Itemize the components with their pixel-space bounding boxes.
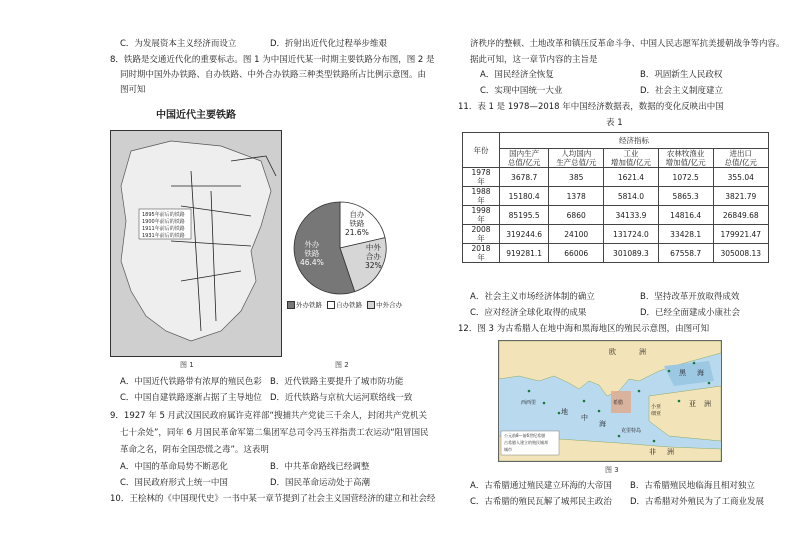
table-row [463, 206, 769, 225]
pie-label-domestic: 自办 铁路 21.6% [345, 210, 369, 237]
label-asia-2: 洲 [704, 400, 711, 408]
table-cell: 179921.47 [713, 225, 768, 244]
q9-option-c: C．国民政府形式上统一中国 [120, 478, 228, 488]
sea-legend-3: 城市 [504, 447, 512, 452]
legend-swatch-domestic [327, 301, 335, 309]
table-cell-year: 1978 年 [463, 168, 500, 187]
table-cell: 385 [549, 168, 604, 187]
q10-option-b: B．巩固新生人民政权 [640, 70, 723, 80]
table-cell: 34133.9 [604, 206, 659, 225]
pie-label-joint: 中外 合办 32% [365, 243, 382, 270]
table-caption: 表 1 [606, 118, 623, 128]
legend-swatch-joint [367, 301, 375, 309]
table-cell: 131724.0 [604, 225, 659, 244]
legend-joint: 中外合办 [376, 301, 403, 309]
sea-legend-1: 公元前8—前6世纪希腊 [504, 433, 546, 438]
table-cell: 5814.0 [604, 187, 659, 206]
label-asia-minor-1: 小亚 [651, 404, 662, 410]
table-row [463, 225, 769, 244]
table-cell: 3678.7 [500, 168, 549, 187]
table-cell: 66006 [549, 244, 604, 263]
pie-label-foreign: 外办 铁路 46.4% [300, 240, 324, 267]
table-cell-year: 2018 年 [463, 244, 500, 263]
table-row [463, 244, 769, 263]
pie-legend [284, 300, 402, 309]
table-cell: 5865.3 [658, 187, 713, 206]
q8-stem-line1: 8．铁路是交通近代化的重要标志。图 1 为中国近代某一时期主要铁路分布图，图 2 是 [110, 55, 435, 65]
q8-option-a: A．中国近代铁路带有浓厚的殖民色彩 [120, 377, 262, 387]
label-europe-1: 欧 [609, 348, 616, 356]
q11-option-c: C．应对经济全球化取得的成果 [470, 308, 587, 318]
q9-option-d: D．国民革命运动处于高潮 [270, 478, 371, 488]
q12-stem: 12．图 3 为古希腊人在地中海和黑海地区的殖民示意图，由图可知 [458, 324, 710, 334]
table-cell: 1072.5 [658, 168, 713, 187]
label-africa-2: 洲 [667, 448, 674, 456]
q9-stem-line3: 革命之名，阴布全国恐慌之毒”。这表明 [120, 445, 269, 455]
q8-stem-line3: 图可知 [120, 85, 146, 95]
economic-data-table [462, 132, 769, 263]
figure2-caption: 图 2 [335, 361, 349, 369]
table-cell: 24100 [549, 225, 604, 244]
q10-stem-line1: 10．王桧林的《中国现代史》一书中某一章节提到了社会主义国营经济的建立和社会经 [110, 494, 436, 504]
table-cell: 15180.4 [500, 187, 549, 206]
label-med-3: 海 [599, 420, 606, 428]
q7-option-d: D．折射出近代化过程举步维艰 [270, 39, 388, 49]
table-col-header: 进出口 总值/亿元 [713, 149, 768, 168]
table-header-group: 经济指标 [500, 133, 769, 149]
q12-option-b: B．古希腊殖民地临海且相对独立 [630, 481, 755, 491]
label-asia-1: 亚 [689, 400, 696, 408]
q12-option-a: A．古希腊通过殖民建立环海的大帝国 [470, 481, 612, 491]
table-cell: 85195.5 [500, 206, 549, 225]
label-med-2: 中 [581, 414, 588, 422]
table-cell-year: 2008 年 [463, 225, 500, 244]
q11-option-b: B．坚持改革开放取得成效 [640, 292, 740, 302]
q12-option-c: C．古希腊的殖民瓦解了城邦民主政治 [470, 497, 612, 507]
q11-option-a: A．社会主义市场经济体制的确立 [470, 292, 595, 302]
q9-stem-line1: 9．1927 年 5 月武汉国民政府属许克祥部“搜捕共产党徒三千余人，封闭共产党机关 [110, 411, 427, 421]
table-header-year: 年份 [463, 133, 500, 168]
label-greece: 希腊 [613, 400, 624, 406]
map-legend-1911: 1911年前后的铁路 [142, 226, 185, 232]
table-cell-year: 1998 年 [463, 206, 500, 225]
table-cell: 305008.13 [713, 244, 768, 263]
map-legend-1900: 1900年前后的铁路 [142, 219, 185, 225]
table-cell: 1378 [549, 187, 604, 206]
legend-swatch-foreign [287, 301, 295, 309]
map-title: 中国近代主要铁路 [156, 110, 236, 121]
q9-option-a: A．中国的革命局势不断恶化 [120, 462, 228, 472]
map-legend-1895: 1895年前后的铁路 [142, 212, 185, 218]
q8-option-b: B．近代铁路主要提升了城市防功能 [270, 377, 404, 387]
q8-option-c: C．中国自建铁路逐渐占据了主导地位 [120, 393, 262, 403]
greek-colonization-map [498, 340, 722, 462]
label-europe-2: 洲 [639, 348, 646, 356]
table-col-header: 工业 增加值/亿元 [604, 149, 659, 168]
table-cell: 319244.6 [500, 225, 549, 244]
china-map-graphic [111, 131, 281, 356]
figure1-caption: 图 1 [180, 361, 194, 369]
label-crete: 克里特岛 [621, 428, 642, 434]
table-cell: 67558.7 [658, 244, 713, 263]
label-blacksea-1: 黑 [679, 369, 686, 377]
table-cell: 14816.4 [658, 206, 713, 225]
q7-option-c: C．为发展资本主义经济而设立 [120, 39, 237, 49]
q10-option-a: A．国民经济全恢复 [480, 70, 554, 80]
table-cell: 355.04 [713, 168, 768, 187]
table-row [463, 168, 769, 187]
q9-stem-line2: 七十余处”，同年 6 月国民革命军第二集团军总司令冯玉祥指责工农运动“阻冒国民 [120, 428, 429, 438]
q10-option-d: D．社会主义制度建立 [640, 86, 724, 96]
table-col-header: 国内生产 总值/亿元 [500, 149, 549, 168]
sea-legend-2: 古希腊人建立的殖民城邦 [504, 440, 548, 445]
q10-stem-line3: 据此可知，这一章节内容的主旨是 [470, 55, 598, 65]
table-cell: 1621.4 [604, 168, 659, 187]
table-col-header: 农林牧渔业 增加值/亿元 [658, 149, 713, 168]
table-col-header: 人均国内 生产总值/元 [549, 149, 604, 168]
label-med-1: 地 [561, 408, 568, 416]
label-asia-minor-2: 细亚 [651, 411, 662, 417]
table-row [463, 187, 769, 206]
legend-foreign: 外办铁路 [296, 301, 322, 309]
q8-option-d: D．近代铁路与京杭大运河联络线一致 [270, 393, 413, 403]
table-cell: 301089.3 [604, 244, 659, 263]
label-sicily: 西西里 [521, 400, 537, 406]
q10-option-c: C．实现中国统一大业 [480, 86, 563, 96]
figure3-caption: 图 3 [605, 466, 619, 474]
q11-option-d: D．已经全面建成小康社会 [640, 308, 741, 318]
table-cell-year: 1988 年 [463, 187, 500, 206]
table-cell: 33428.1 [658, 225, 713, 244]
table-cell: 26849.68 [713, 206, 768, 225]
map-legend-1931: 1931年前后的铁路 [142, 233, 185, 239]
railway-map [110, 130, 282, 357]
table-cell: 3821.79 [713, 187, 768, 206]
label-blacksea-2: 海 [697, 369, 704, 377]
legend-domestic: 自办铁路 [336, 301, 363, 309]
q8-stem-line2: 同时期中国外办铁路、自办铁路、中外合办铁路三种类型铁路所占比例示意图。由 [120, 70, 427, 80]
q12-option-d: D．古希腊对外殖民为了工商业发展 [630, 497, 765, 507]
q10-stem-line2: 济秩序的整顿、土地改革和镇压反革命斗争、中国人民志愿军抗美援朝战争等内容。 [470, 39, 785, 49]
q11-stem: 11．表 1 是 1978—2018 年中国经济数据表，数据的变化反映出中国 [458, 102, 724, 112]
table-cell: 6860 [549, 206, 604, 225]
table-cell: 919281.1 [500, 244, 549, 263]
label-africa-1: 非 [649, 448, 656, 456]
q9-option-b: B．中共革命路线已经调整 [270, 462, 370, 472]
